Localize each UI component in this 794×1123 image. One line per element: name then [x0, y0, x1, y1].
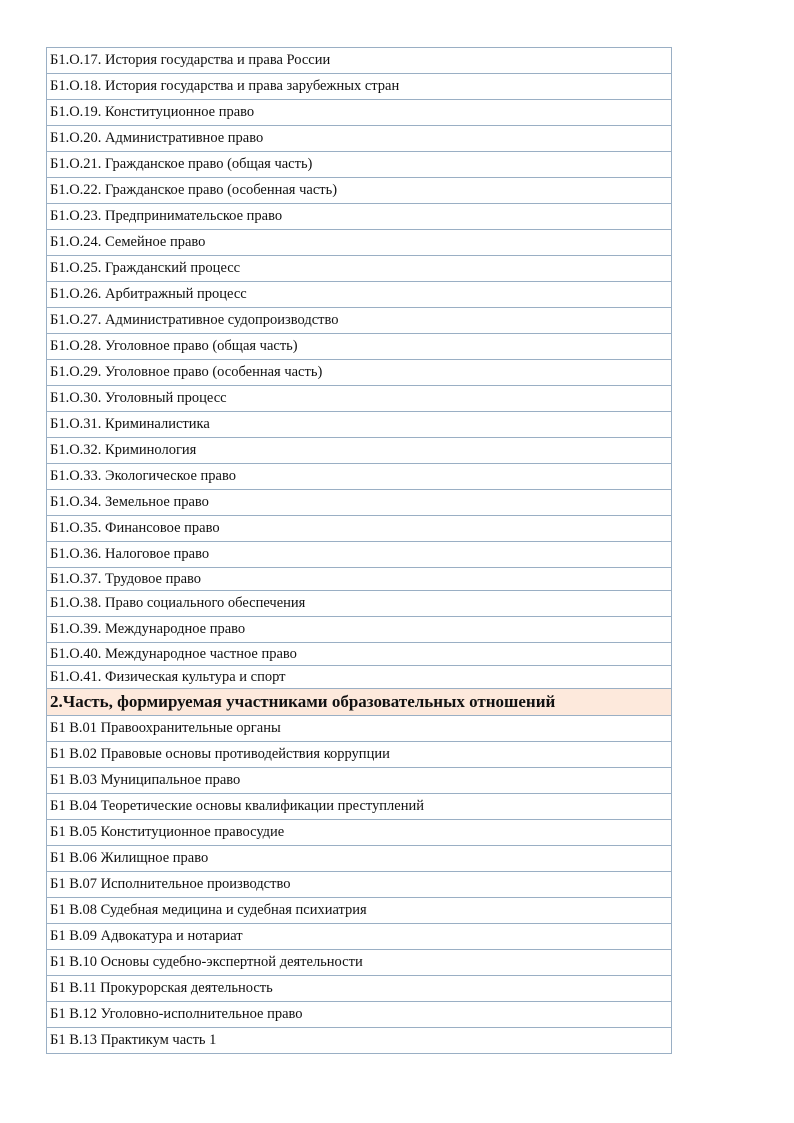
discipline-cell: Б1 В.12 Уголовно-исполнительное право	[47, 1002, 672, 1028]
table-row	[47, 794, 672, 820]
table-row	[47, 282, 672, 308]
discipline-cell: Б1.О.38. Право социального обеспечения	[47, 591, 672, 617]
table-row	[47, 872, 672, 898]
discipline-cell: Б1.О.26. Арбитражный процесс	[47, 282, 672, 308]
table-row	[47, 386, 672, 412]
curriculum-table	[46, 47, 672, 1054]
discipline-cell: Б1 В.06 Жилищное право	[47, 846, 672, 872]
discipline-cell: Б1 В.13 Практикум часть 1	[47, 1028, 672, 1054]
table-row	[47, 1002, 672, 1028]
discipline-cell: Б1.О.17. История государства и права России	[47, 48, 672, 74]
discipline-cell: Б1.О.34. Земельное право	[47, 490, 672, 516]
discipline-cell: Б1 В.07 Исполнительное производство	[47, 872, 672, 898]
table-row	[47, 898, 672, 924]
discipline-cell: Б1.О.37. Трудовое право	[47, 568, 672, 591]
table-row	[47, 542, 672, 568]
discipline-cell: Б1.О.18. История государства и права зарубежных стран	[47, 74, 672, 100]
table-row	[47, 204, 672, 230]
discipline-cell: Б1 В.05 Конституционное правосудие	[47, 820, 672, 846]
discipline-cell: Б1.О.36. Налоговое право	[47, 542, 672, 568]
discipline-cell: Б1 В.10 Основы судебно-экспертной деятельности	[47, 950, 672, 976]
discipline-cell: Б1.О.41. Физическая культура и спорт	[47, 666, 672, 689]
discipline-cell: Б1.О.24. Семейное право	[47, 230, 672, 256]
table-row	[47, 643, 672, 666]
discipline-cell: Б1.О.23. Предпринимательское право	[47, 204, 672, 230]
table-row	[47, 924, 672, 950]
table-row	[47, 256, 672, 282]
discipline-cell: Б1.О.25. Гражданский процесс	[47, 256, 672, 282]
discipline-cell: Б1 В.09 Адвокатура и нотариат	[47, 924, 672, 950]
discipline-cell: Б1 В.03 Муниципальное право	[47, 768, 672, 794]
document-page	[46, 47, 672, 1054]
table-row	[47, 768, 672, 794]
discipline-cell: Б1.О.21. Гражданское право (общая часть)	[47, 152, 672, 178]
section-header-row	[47, 689, 672, 716]
table-row	[47, 568, 672, 591]
table-row	[47, 846, 672, 872]
table-row	[47, 100, 672, 126]
discipline-cell: Б1.О.20. Административное право	[47, 126, 672, 152]
table-row	[47, 152, 672, 178]
discipline-cell: Б1.О.33. Экологическое право	[47, 464, 672, 490]
discipline-cell: Б1.О.39. Международное право	[47, 617, 672, 643]
discipline-cell: Б1 В.02 Правовые основы противодействия коррупции	[47, 742, 672, 768]
table-row	[47, 820, 672, 846]
discipline-cell: Б1.О.19. Конституционное право	[47, 100, 672, 126]
table-row	[47, 666, 672, 689]
table-row	[47, 178, 672, 204]
table-row	[47, 48, 672, 74]
discipline-cell: Б1.О.40. Международное частное право	[47, 643, 672, 666]
table-row	[47, 412, 672, 438]
discipline-cell: Б1 В.08 Судебная медицина и судебная психиатрия	[47, 898, 672, 924]
table-row	[47, 617, 672, 643]
table-row	[47, 516, 672, 542]
table-row	[47, 308, 672, 334]
discipline-cell: Б1.О.27. Административное судопроизводство	[47, 308, 672, 334]
discipline-cell: Б1.О.29. Уголовное право (особенная часть)	[47, 360, 672, 386]
table-row	[47, 464, 672, 490]
table-row	[47, 1028, 672, 1054]
discipline-cell: Б1 В.01 Правоохранительные органы	[47, 716, 672, 742]
section-2-title: 2.Часть, формируемая участниками образовательных отношений	[47, 689, 672, 716]
table-row	[47, 74, 672, 100]
table-row	[47, 126, 672, 152]
discipline-cell: Б1.О.22. Гражданское право (особенная часть)	[47, 178, 672, 204]
table-row	[47, 950, 672, 976]
table-row	[47, 716, 672, 742]
discipline-cell: Б1.О.28. Уголовное право (общая часть)	[47, 334, 672, 360]
discipline-cell: Б1.О.30. Уголовный процесс	[47, 386, 672, 412]
discipline-cell: Б1 В.04 Теоретические основы квалификации преступлений	[47, 794, 672, 820]
table-row	[47, 976, 672, 1002]
discipline-cell: Б1.О.31. Криминалистика	[47, 412, 672, 438]
table-row	[47, 230, 672, 256]
table-row	[47, 334, 672, 360]
discipline-cell: Б1.О.35. Финансовое право	[47, 516, 672, 542]
table-row	[47, 591, 672, 617]
discipline-cell: Б1.О.32. Криминология	[47, 438, 672, 464]
table-row	[47, 360, 672, 386]
table-row	[47, 742, 672, 768]
table-row	[47, 490, 672, 516]
discipline-cell: Б1 В.11 Прокурорская деятельность	[47, 976, 672, 1002]
table-row	[47, 438, 672, 464]
